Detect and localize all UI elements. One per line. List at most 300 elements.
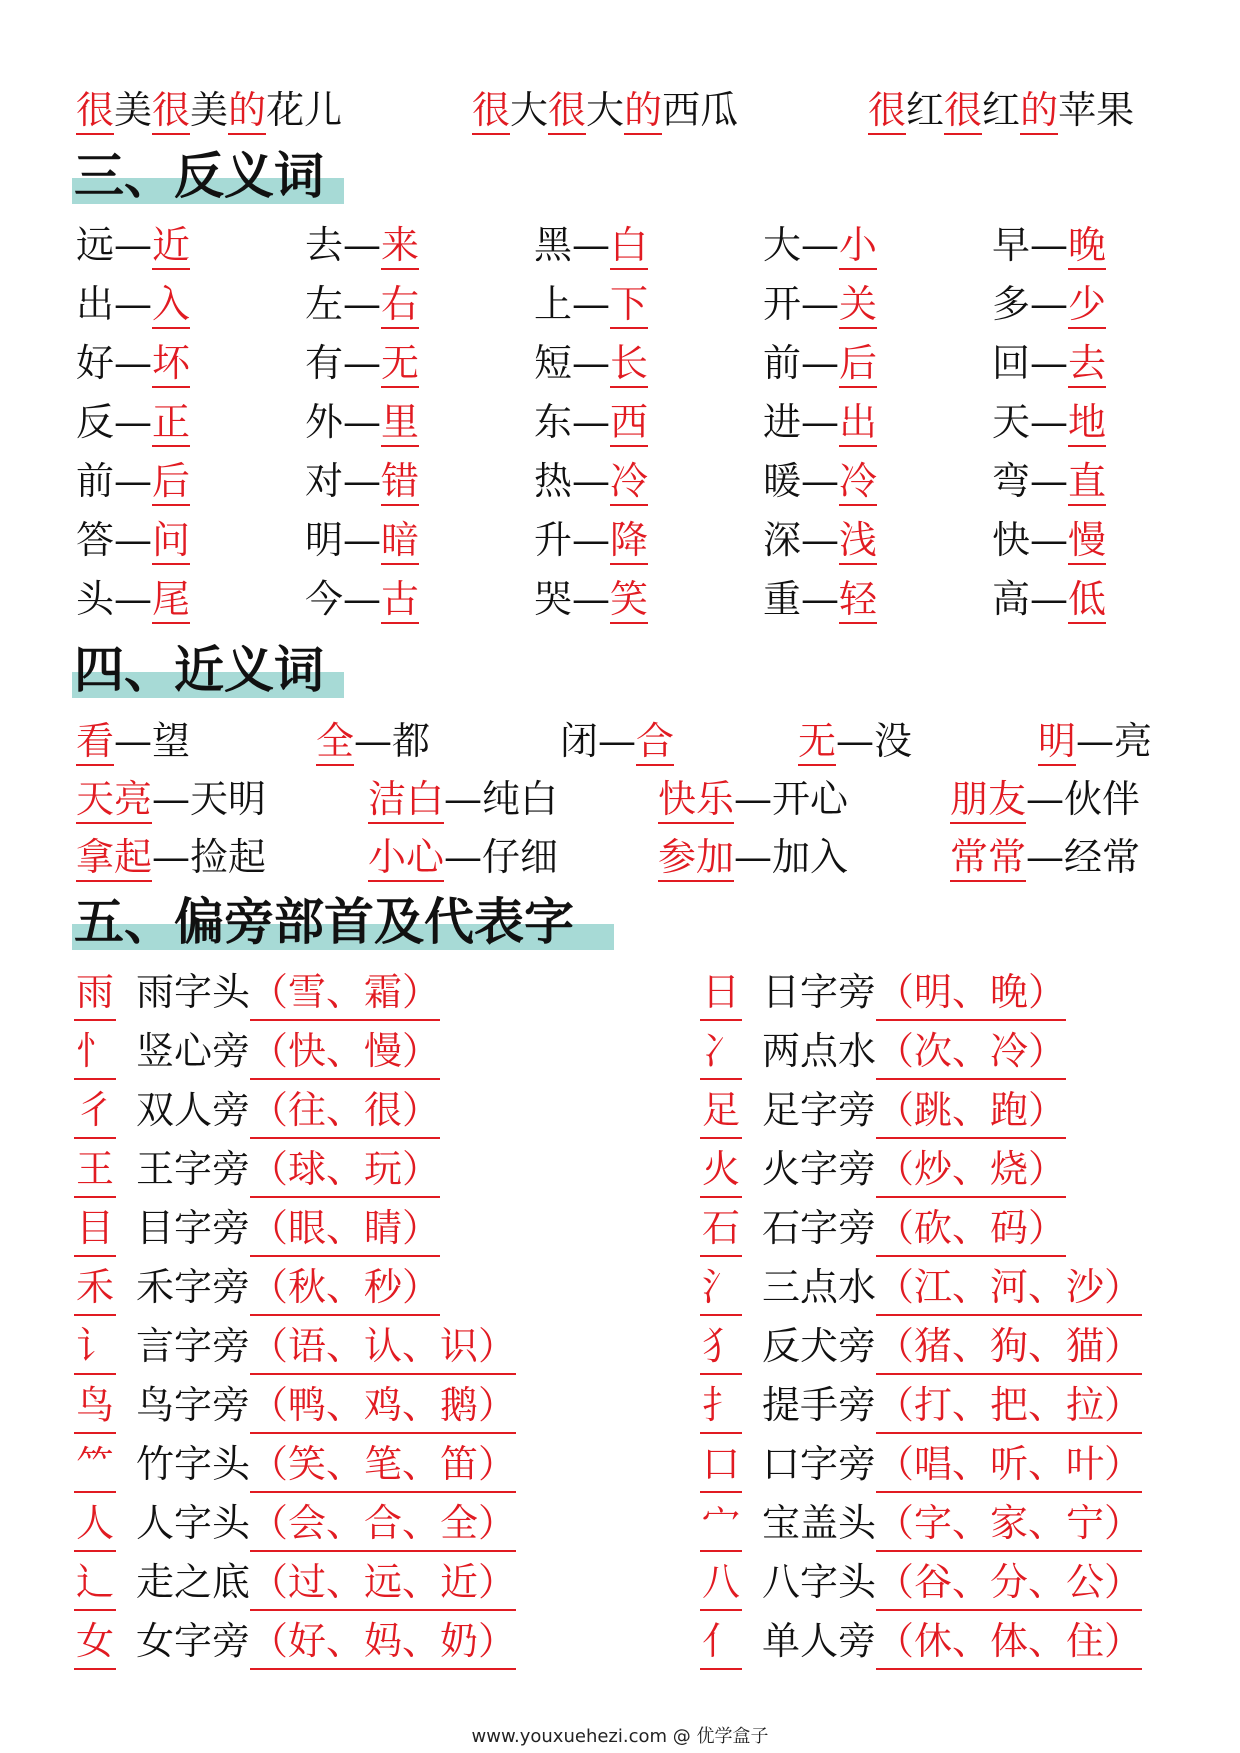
radical-row xyxy=(700,1497,1142,1552)
phrase-red-char: 很 xyxy=(472,88,510,135)
antonym-answer: 后 xyxy=(152,459,190,506)
synonym-word: 纯白 xyxy=(482,777,559,821)
dash: — xyxy=(114,282,153,326)
dash: — xyxy=(444,777,483,821)
phrase-char: 大 xyxy=(510,88,549,132)
antonym-pair xyxy=(534,515,648,565)
dash: — xyxy=(801,223,840,267)
dash: — xyxy=(444,835,483,879)
radical-char: 宀 xyxy=(700,1497,742,1552)
phrase-char: 苹果 xyxy=(1058,88,1135,132)
dash: — xyxy=(1030,518,1069,562)
antonym-answer: 无 xyxy=(381,341,419,388)
radical-name: 八字头 xyxy=(762,1560,877,1604)
radical-examples: （次、冷） xyxy=(876,1025,1066,1080)
radical-char: 女 xyxy=(74,1615,116,1670)
antonym-word: 升 xyxy=(534,518,573,562)
antonym-word: 回 xyxy=(992,341,1031,385)
antonym-word: 进 xyxy=(763,400,802,444)
dash: — xyxy=(801,577,840,621)
phrase-char: 美 xyxy=(114,88,153,132)
radical-examples: （雪、霜） xyxy=(250,966,440,1021)
phrase-red-char: 的 xyxy=(228,88,266,135)
antonym-word: 反 xyxy=(76,400,115,444)
radical-examples: （笑、笔、笛） xyxy=(250,1438,516,1493)
radical-examples: （江、河、沙） xyxy=(876,1261,1142,1316)
phrase-red-char: 很 xyxy=(76,88,114,135)
antonym-word: 上 xyxy=(534,282,573,326)
radical-char: 禾 xyxy=(74,1261,116,1316)
antonym-word: 远 xyxy=(76,223,115,267)
dash: — xyxy=(114,341,153,385)
synonym-word: 仔细 xyxy=(482,835,559,879)
synonym-word: 没 xyxy=(874,719,913,763)
dash: — xyxy=(734,777,773,821)
dash: — xyxy=(1030,223,1069,267)
dash: — xyxy=(801,459,840,503)
synonym-word: 洁白 xyxy=(368,777,444,824)
antonym-word: 短 xyxy=(534,341,573,385)
antonym-answer: 慢 xyxy=(1068,518,1106,565)
radical-name: 石字旁 xyxy=(762,1206,877,1250)
dash: — xyxy=(1030,459,1069,503)
dash: — xyxy=(1030,341,1069,385)
radical-examples: （会、合、全） xyxy=(250,1497,516,1552)
antonym-pair xyxy=(305,338,419,388)
synonym-pair xyxy=(368,774,558,824)
radical-name: 足字旁 xyxy=(762,1088,877,1132)
dash: — xyxy=(1030,577,1069,621)
antonym-pair xyxy=(76,456,190,506)
antonym-pair xyxy=(763,338,877,388)
dash: — xyxy=(572,577,611,621)
radical-name: 竖心旁 xyxy=(136,1029,251,1073)
radical-char: ⺮ xyxy=(74,1438,116,1493)
radical-row xyxy=(74,1556,516,1611)
antonym-answer: 出 xyxy=(839,400,877,447)
antonym-word: 去 xyxy=(305,223,344,267)
antonym-word: 黑 xyxy=(534,223,573,267)
antonym-pair xyxy=(534,574,648,624)
antonym-word: 开 xyxy=(763,282,802,326)
radical-examples: （打、把、拉） xyxy=(876,1379,1142,1434)
dash: — xyxy=(114,577,153,621)
antonym-answer: 里 xyxy=(381,400,419,447)
section-title: 五、偏旁部首及代表字 xyxy=(74,893,574,951)
phrase-item xyxy=(76,84,342,136)
synonym-word: 常常 xyxy=(950,835,1026,882)
synonym-word: 合 xyxy=(636,719,674,766)
phrase-red-char: 很 xyxy=(152,88,190,135)
antonym-word: 大 xyxy=(763,223,802,267)
dash: — xyxy=(1026,777,1065,821)
dash: — xyxy=(343,341,382,385)
antonym-pair xyxy=(305,279,419,329)
radical-row xyxy=(74,1084,440,1139)
antonym-answer: 坏 xyxy=(152,341,190,388)
synonym-word: 无 xyxy=(798,719,836,766)
dash: — xyxy=(572,282,611,326)
antonym-pair xyxy=(763,279,877,329)
dash: — xyxy=(801,341,840,385)
radical-name: 口字旁 xyxy=(762,1442,877,1486)
antonym-answer: 晚 xyxy=(1068,223,1106,270)
radical-row xyxy=(74,1202,440,1257)
antonym-pair xyxy=(992,456,1106,506)
radical-name: 言字旁 xyxy=(136,1324,251,1368)
radical-name: 日字旁 xyxy=(762,970,877,1014)
radical-examples: （语、认、识） xyxy=(250,1320,516,1375)
radical-name: 两点水 xyxy=(762,1029,877,1073)
dash: — xyxy=(801,518,840,562)
antonym-word: 明 xyxy=(305,518,344,562)
dash: — xyxy=(343,518,382,562)
radical-examples: （唱、听、叶） xyxy=(876,1438,1142,1493)
synonym-word: 明 xyxy=(1038,719,1076,766)
dash: — xyxy=(572,223,611,267)
antonym-pair xyxy=(534,279,648,329)
dash: — xyxy=(114,459,153,503)
antonym-word: 东 xyxy=(534,400,573,444)
radical-char: 氵 xyxy=(700,1261,742,1316)
footer-watermark: www.youxuehezi.com @ 优学盒子 xyxy=(471,1726,769,1747)
antonym-word: 今 xyxy=(305,577,344,621)
synonym-word: 望 xyxy=(152,719,191,763)
dash: — xyxy=(343,459,382,503)
antonym-pair xyxy=(763,220,877,270)
synonym-word: 开心 xyxy=(772,777,849,821)
radical-name: 鸟字旁 xyxy=(136,1383,251,1427)
synonym-word: 亮 xyxy=(1114,719,1153,763)
synonym-word: 加入 xyxy=(772,835,849,879)
antonym-pair xyxy=(992,220,1106,270)
dash: — xyxy=(343,282,382,326)
synonym-pair xyxy=(76,716,190,766)
radical-row xyxy=(700,1438,1142,1493)
section-synonyms-heading xyxy=(74,640,324,700)
phrase-red-char: 的 xyxy=(1020,88,1058,135)
radical-row xyxy=(700,1261,1142,1316)
antonym-word: 重 xyxy=(763,577,802,621)
antonym-pair xyxy=(992,515,1106,565)
dash: — xyxy=(343,223,382,267)
radical-examples: （往、很） xyxy=(250,1084,440,1139)
radical-row xyxy=(700,1615,1142,1670)
radical-examples: （跳、跑） xyxy=(876,1084,1066,1139)
antonym-answer: 近 xyxy=(152,223,190,270)
antonym-pair xyxy=(305,515,419,565)
synonym-word: 闭 xyxy=(560,719,599,763)
radical-name: 反犬旁 xyxy=(762,1324,877,1368)
antonym-pair xyxy=(76,574,190,624)
antonym-word: 快 xyxy=(992,518,1031,562)
synonym-word: 天明 xyxy=(190,777,267,821)
antonym-word: 头 xyxy=(76,577,115,621)
antonym-answer: 轻 xyxy=(839,577,877,624)
radical-examples: （休、体、住） xyxy=(876,1615,1142,1670)
antonym-pair xyxy=(534,397,648,447)
synonym-pair xyxy=(316,716,430,766)
antonym-answer: 暗 xyxy=(381,518,419,565)
phrase-item xyxy=(868,84,1134,136)
antonym-word: 高 xyxy=(992,577,1031,621)
synonym-pair xyxy=(798,716,912,766)
radical-char: 亻 xyxy=(700,1615,742,1670)
antonym-answer: 西 xyxy=(610,400,648,447)
antonym-pair xyxy=(76,220,190,270)
dash: — xyxy=(1030,400,1069,444)
antonym-pair xyxy=(763,397,877,447)
antonym-pair xyxy=(76,397,190,447)
radical-row xyxy=(700,1202,1066,1257)
antonym-answer: 冷 xyxy=(839,459,877,506)
radical-char: 冫 xyxy=(700,1025,742,1080)
radical-name: 女字旁 xyxy=(136,1619,251,1663)
section-title: 四、近义词 xyxy=(74,641,324,699)
radical-char: 口 xyxy=(700,1438,742,1493)
antonym-pair xyxy=(305,574,419,624)
antonym-pair xyxy=(534,456,648,506)
radical-name: 禾字旁 xyxy=(136,1265,251,1309)
synonym-word: 都 xyxy=(392,719,431,763)
radical-examples: （过、远、近） xyxy=(250,1556,516,1611)
radical-char: 鸟 xyxy=(74,1379,116,1434)
radical-name: 宝盖头 xyxy=(762,1501,877,1545)
synonym-word: 参加 xyxy=(658,835,734,882)
dash: — xyxy=(114,400,153,444)
radical-name: 单人旁 xyxy=(762,1619,877,1663)
synonym-word: 朋友 xyxy=(950,777,1026,824)
radical-examples: （谷、分、公） xyxy=(876,1556,1142,1611)
antonym-word: 前 xyxy=(76,459,115,503)
antonym-pair xyxy=(992,574,1106,624)
radical-row xyxy=(700,1025,1066,1080)
dash: — xyxy=(152,777,191,821)
antonym-pair xyxy=(305,397,419,447)
antonym-word: 哭 xyxy=(534,577,573,621)
antonym-word: 天 xyxy=(992,400,1031,444)
antonym-answer: 入 xyxy=(152,282,190,329)
dash: — xyxy=(572,518,611,562)
radical-row xyxy=(74,1261,440,1316)
antonym-answer: 右 xyxy=(381,282,419,329)
radical-examples: （眼、睛） xyxy=(250,1202,440,1257)
radical-row xyxy=(700,1143,1066,1198)
synonym-word: 快乐 xyxy=(658,777,734,824)
dash: — xyxy=(1076,719,1115,763)
dash: — xyxy=(114,518,153,562)
synonym-word: 全 xyxy=(316,719,354,766)
phrase-char: 红 xyxy=(906,88,945,132)
antonym-pair xyxy=(763,515,877,565)
antonym-pair xyxy=(76,338,190,388)
antonym-answer: 浅 xyxy=(839,518,877,565)
section-radicals-heading xyxy=(74,892,574,952)
radical-examples: （字、家、宁） xyxy=(876,1497,1142,1552)
synonym-pair xyxy=(950,774,1140,824)
antonym-pair xyxy=(76,279,190,329)
phrase-red-char: 很 xyxy=(548,88,586,135)
synonym-pair xyxy=(658,774,848,824)
radical-row xyxy=(74,1615,516,1670)
radical-name: 双人旁 xyxy=(136,1088,251,1132)
antonym-answer: 长 xyxy=(610,341,648,388)
dash: — xyxy=(1026,835,1065,879)
radical-char: 辶 xyxy=(74,1556,116,1611)
synonym-word: 小心 xyxy=(368,835,444,882)
radical-row xyxy=(74,1025,440,1080)
radical-row xyxy=(74,1143,440,1198)
antonym-answer: 正 xyxy=(152,400,190,447)
antonym-pair xyxy=(763,574,877,624)
antonym-pair xyxy=(992,397,1106,447)
synonym-pair xyxy=(1038,716,1152,766)
phrase-char: 西瓜 xyxy=(662,88,739,132)
radical-name: 走之底 xyxy=(136,1560,251,1604)
antonym-pair xyxy=(992,338,1106,388)
radical-char: 彳 xyxy=(74,1084,116,1139)
antonym-pair xyxy=(763,456,877,506)
radical-row xyxy=(74,1320,516,1375)
synonym-word: 伙伴 xyxy=(1064,777,1141,821)
radical-name: 竹字头 xyxy=(136,1442,251,1486)
phrase-red-char: 的 xyxy=(624,88,662,135)
radical-examples: （快、慢） xyxy=(250,1025,440,1080)
radical-char: 扌 xyxy=(700,1379,742,1434)
antonym-word: 深 xyxy=(763,518,802,562)
radical-char: 石 xyxy=(700,1202,742,1257)
phrase-item xyxy=(472,84,738,136)
antonym-answer: 少 xyxy=(1068,282,1106,329)
section-title: 三、反义词 xyxy=(74,147,324,205)
radical-name: 目字旁 xyxy=(136,1206,251,1250)
radical-char: 忄 xyxy=(74,1025,116,1080)
antonym-pair xyxy=(305,456,419,506)
synonym-word: 天亮 xyxy=(76,777,152,824)
synonym-word: 捡起 xyxy=(190,835,267,879)
antonym-word: 对 xyxy=(305,459,344,503)
dash: — xyxy=(801,282,840,326)
synonym-pair xyxy=(76,774,266,824)
radical-examples: （秋、秒） xyxy=(250,1261,440,1316)
antonym-word: 热 xyxy=(534,459,573,503)
phrase-char: 红 xyxy=(982,88,1021,132)
antonym-word: 前 xyxy=(763,341,802,385)
dash: — xyxy=(152,835,191,879)
antonym-word: 弯 xyxy=(992,459,1031,503)
phrase-red-char: 很 xyxy=(944,88,982,135)
antonym-word: 早 xyxy=(992,223,1031,267)
antonym-answer: 关 xyxy=(839,282,877,329)
radical-examples: （猪、狗、猫） xyxy=(876,1320,1142,1375)
synonym-word: 拿起 xyxy=(76,835,152,882)
synonym-pair xyxy=(368,832,558,882)
radical-name: 火字旁 xyxy=(762,1147,877,1191)
antonym-answer: 低 xyxy=(1068,577,1106,624)
dash: — xyxy=(343,400,382,444)
antonym-word: 左 xyxy=(305,282,344,326)
radical-char: 人 xyxy=(74,1497,116,1552)
radical-examples: （明、晚） xyxy=(876,966,1066,1021)
antonym-answer: 后 xyxy=(839,341,877,388)
antonym-word: 有 xyxy=(305,341,344,385)
dash: — xyxy=(354,719,393,763)
antonym-answer: 下 xyxy=(610,282,648,329)
antonym-answer: 直 xyxy=(1068,459,1106,506)
antonym-pair xyxy=(76,515,190,565)
radical-name: 雨字头 xyxy=(136,970,251,1014)
radical-row xyxy=(74,966,440,1021)
dash: — xyxy=(114,223,153,267)
synonym-word: 经常 xyxy=(1064,835,1141,879)
antonym-word: 暖 xyxy=(763,459,802,503)
radical-row xyxy=(700,966,1066,1021)
dash: — xyxy=(598,719,637,763)
synonym-word: 看 xyxy=(76,719,114,766)
antonym-word: 多 xyxy=(992,282,1031,326)
antonym-answer: 降 xyxy=(610,518,648,565)
dash: — xyxy=(734,835,773,879)
phrase-char: 花儿 xyxy=(266,88,343,132)
radical-name: 提手旁 xyxy=(762,1383,877,1427)
radical-row xyxy=(700,1379,1142,1434)
radical-char: 雨 xyxy=(74,966,116,1021)
antonym-answer: 错 xyxy=(381,459,419,506)
radical-char: 八 xyxy=(700,1556,742,1611)
antonym-word: 出 xyxy=(76,282,115,326)
radical-examples: （炒、烧） xyxy=(876,1143,1066,1198)
synonym-pair xyxy=(950,832,1140,882)
antonym-pair xyxy=(534,220,648,270)
section-antonyms-heading xyxy=(74,146,324,206)
antonym-answer: 小 xyxy=(839,223,877,270)
dash: — xyxy=(836,719,875,763)
radical-row xyxy=(74,1438,516,1493)
dash: — xyxy=(572,400,611,444)
dash: — xyxy=(1030,282,1069,326)
radical-name: 王字旁 xyxy=(136,1147,251,1191)
dash: — xyxy=(114,719,153,763)
radical-char: 讠 xyxy=(74,1320,116,1375)
antonym-answer: 古 xyxy=(381,577,419,624)
radical-char: 犭 xyxy=(700,1320,742,1375)
radical-char: 王 xyxy=(74,1143,116,1198)
antonym-answer: 问 xyxy=(152,518,190,565)
radical-row xyxy=(74,1379,516,1434)
radical-char: 日 xyxy=(700,966,742,1021)
antonym-answer: 尾 xyxy=(152,577,190,624)
radical-examples: （好、妈、奶） xyxy=(250,1615,516,1670)
radical-char: 目 xyxy=(74,1202,116,1257)
antonym-word: 外 xyxy=(305,400,344,444)
synonym-pair xyxy=(560,716,674,766)
dash: — xyxy=(572,459,611,503)
radical-name: 三点水 xyxy=(762,1265,877,1309)
radical-name: 人字头 xyxy=(136,1501,251,1545)
radical-char: 足 xyxy=(700,1084,742,1139)
antonym-pair xyxy=(305,220,419,270)
radical-char: 火 xyxy=(700,1143,742,1198)
radical-row xyxy=(700,1556,1142,1611)
phrase-char: 大 xyxy=(586,88,625,132)
dash: — xyxy=(801,400,840,444)
antonym-answer: 地 xyxy=(1068,400,1106,447)
radical-row xyxy=(700,1320,1142,1375)
antonym-word: 好 xyxy=(76,341,115,385)
synonym-pair xyxy=(658,832,848,882)
antonym-answer: 冷 xyxy=(610,459,648,506)
antonym-answer: 笑 xyxy=(610,577,648,624)
